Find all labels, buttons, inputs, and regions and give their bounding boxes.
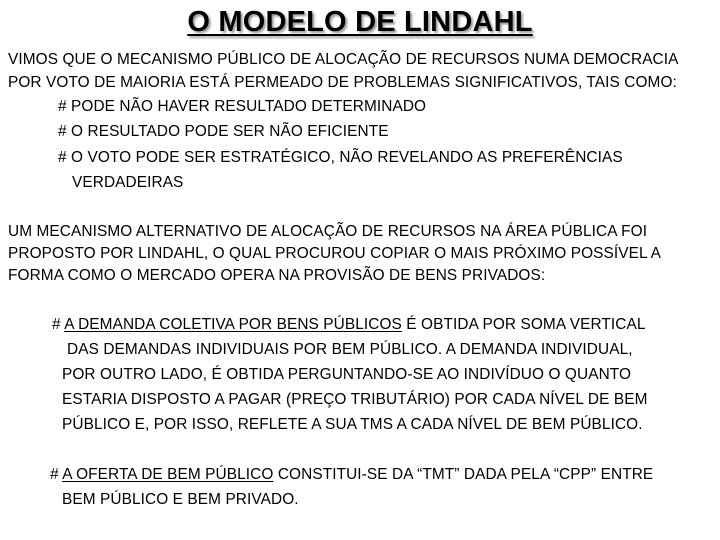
- demand-line-4: ESTARIA DISPOSTO A PAGAR (PREÇO TRIBUTÁRIO) POR CADA NÍVEL DE BEM: [62, 391, 648, 408]
- supply-bullet-prefix: #: [50, 466, 63, 483]
- problem-item-3-continuation: VERDADEIRAS: [72, 174, 184, 191]
- paragraph2-line-1: UM MECANISMO ALTERNATIVO DE ALOCAÇÃO DE RECURSOS NA ÁREA PÚBLICA FOI: [8, 223, 648, 240]
- paragraph2-line-2: PROPOSTO POR LINDAHL, O QUAL PROCUROU COPIAR O MAIS PRÓXIMO POSSÍVEL A: [8, 245, 661, 262]
- paragraph1-line-2: POR VOTO DE MAIORIA ESTÁ PERMEADO DE PROBLEMAS SIGNIFICATIVOS, TAIS COMO:: [8, 74, 677, 91]
- paragraph1-line-1: VIMOS QUE O MECANISMO PÚBLICO DE ALOCAÇÃO DE RECURSOS NUMA DEMOCRACIA: [8, 51, 679, 68]
- problem-item-1: # PODE NÃO HAVER RESULTADO DETERMINADO: [58, 98, 427, 115]
- demand-line-3: POR OUTRO LADO, É OBTIDA PERGUNTANDO-SE AO INDIVÍDUO O QUANTO: [62, 366, 632, 383]
- demand-line-5: PÚBLICO E, POR ISSO, REFLETE A SUA TMS A CADA NÍVEL DE BEM PÚBLICO.: [62, 416, 643, 433]
- demand-line-2: DAS DEMANDAS INDIVIDUAIS POR BEM PÚBLICO. A DEMANDA INDIVIDUAL,: [67, 341, 633, 358]
- problem-item-2: # O RESULTADO PODE SER NÃO EFICIENTE: [58, 123, 389, 140]
- supply-bullet-line-1: [50, 465, 653, 485]
- supply-heading: A OFERTA DE BEM PÚBLICO: [62, 466, 274, 483]
- demand-line-1-rest: É OBTIDA POR SOMA VERTICAL: [401, 316, 646, 333]
- demand-bullet-prefix: #: [52, 316, 65, 333]
- demand-heading: A DEMANDA COLETIVA POR BENS PÚBLICOS: [64, 316, 402, 333]
- slide-title: O MODELO DE LINDAHL: [187, 6, 533, 38]
- problem-item-3: # O VOTO PODE SER ESTRATÉGICO, NÃO REVELANDO AS PREFERÊNCIAS: [58, 149, 623, 166]
- demand-bullet-line-1: [52, 315, 646, 335]
- supply-line-2: BEM PÚBLICO E BEM PRIVADO.: [62, 491, 299, 508]
- paragraph2-line-3: FORMA COMO O MERCADO OPERA NA PROVISÃO DE BENS PRIVADOS:: [8, 267, 546, 284]
- supply-line-1-rest: CONSTITUI-SE DA “TMT” DADA PELA “CPP” ENTRE: [273, 466, 654, 483]
